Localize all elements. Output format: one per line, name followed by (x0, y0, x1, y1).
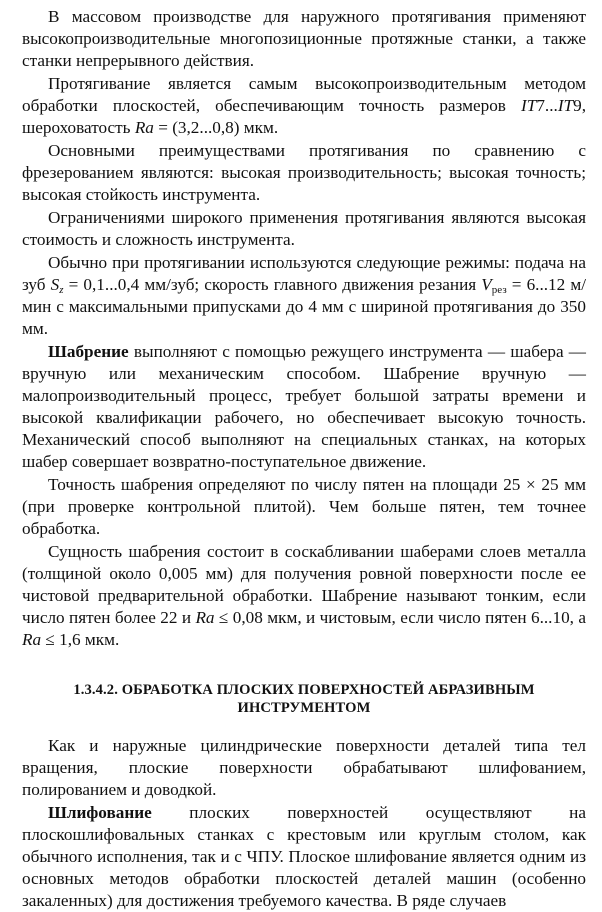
paragraph-scraping-essence: Сущность шабрения состоит в соскабливании шаберами слоев металла (толщиной около 0,005 мм) для получения ровной поверхности после ее чистовой предварительной обработки. Шабрение называют тонким, если число пятен более 22 и Ra ≤ 0,08 мкм, и чистовым, если число пятен 6...10, а Ra ≤ 1,6 мкм. (22, 542, 586, 649)
paragraph-mass-production: В массовом производстве для наружного протягивания применяют высокопроизводительные многопозиционные протяжные станки, а также станки непрерывного действия. (22, 7, 586, 70)
paragraph-broaching-advantages: Основными преимуществами протягивания по сравнению с фрезерованием являются: высокая производительность; высокая точность; высокая стойкость инструмента. (22, 141, 586, 204)
paragraph-scraping: Шабрение выполняют с помощью режущего инструмента — шабера — вручную или механическим способом. Шабрение вручную — малопроизводительный процесс, требует большой затраты времени и высокой квалификации рабочего, но обеспечивает высокую точность. Механический способ выполняют на специальных станках, на которых шабер совершает возвратно-поступательное движение. (22, 342, 586, 471)
paragraph-broaching-limitations: Ограничениями широкого применения протягивания являются высокая стоимость и сложность инструмента. (22, 208, 586, 249)
paragraph-broaching-accuracy: Протягивание является самым высокопроизводительным методом обработки плоскостей, обеспечивающим точность размеров IT7...IT9, шероховатость Ra = (3,2...0,8) мкм. (22, 74, 586, 137)
paragraph-broaching-modes: Обычно при протягивании используются следующие режимы: подача на зуб $S_z = 0,1...0,4$ мм/зуб; скорость главного движения резания $V_{рез} = 6...12$ м/мин с максимальными припусками до 4 мм с шириной протягивания до 350 мм. (22, 253, 586, 338)
section-heading-line1: 1.3.4.2. ОБРАБОТКА ПЛОСКИХ ПОВЕРХНОСТЕЙ АБРАЗИВНЫМ (73, 682, 535, 698)
section-heading (22, 681, 586, 717)
term-grinding: Шлифование (48, 803, 152, 822)
paragraph-scraping-accuracy: Точность шабрения определяют по числу пятен на площади 25 × 25 мм (при проверке контрольной плитой). Чем больше пятен, тем точнее обработка. (22, 475, 586, 538)
section-heading-line2: ИНСТРУМЕНТОМ (237, 700, 371, 716)
paragraph-grinding: Шлифование плоских поверхностей осуществляют на плоскошлифовальных станках с крестовым или круглым столом, как обычного исполнения, так и с ЧПУ. Плоское шлифование является одним из основных методов обработки плоскостей деталей машин (особенно закаленных) для достижения требуемого качества. В ряде случаев (22, 803, 586, 910)
term-scraping: Шабрение (48, 342, 129, 361)
paragraph-abrasive-intro: Как и наружные цилиндрические поверхности деталей типа тел вращения, плоские поверхности обрабатывают шлифованием, полированием и доводкой. (22, 736, 586, 799)
